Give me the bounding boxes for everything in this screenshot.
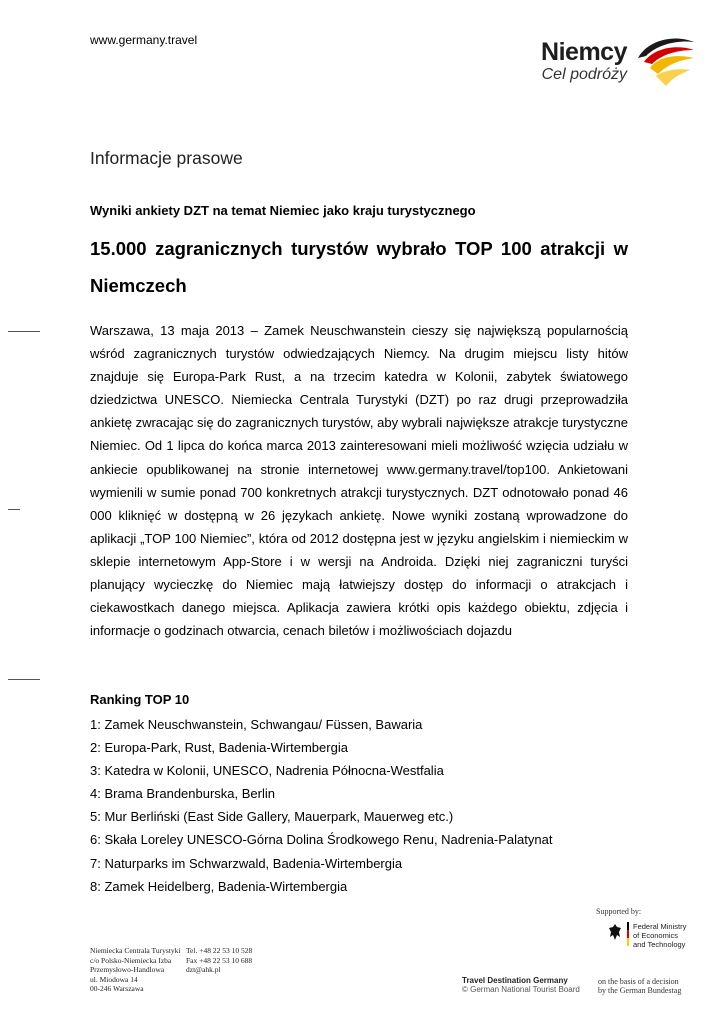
contact-email: dzt@ahk.pl (186, 965, 221, 974)
ministry-line: of Economics (633, 931, 679, 940)
contact-phone: Tel. +48 22 53 10 528 (186, 946, 253, 955)
ranking-list (90, 713, 552, 898)
ranking-item: 6: Skała Loreley UNESCO-Górna Dolina Środkowego Renu, Nadrenia-Palatynat (90, 832, 553, 848)
bundestag-note (598, 977, 681, 995)
website-url: www.germany.travel (90, 33, 198, 47)
tdg-title: Travel Destination Germany (462, 976, 568, 985)
ranking-title: Ranking TOP 10 (90, 692, 190, 707)
address-line: Przemysłowo-Handlowa (90, 965, 165, 974)
contact-fax: Fax +48 22 53 10 688 (186, 955, 253, 965)
logo-bird-icon (634, 32, 696, 90)
ministry-line: and Technology (633, 940, 686, 949)
ranking-item: 1: Zamek Neuschwanstein, Schwangau/ Füssen, Bawaria (90, 717, 423, 732)
bundestag-line: on the basis of a decision (598, 977, 679, 986)
address-line: 00-246 Warszawa (90, 984, 144, 993)
ranking-item: 2: Europa-Park, Rust, Badenia-Wirtembergia (90, 740, 348, 756)
logo-tagline: Cel podróży (541, 66, 627, 83)
flag-black (627, 922, 629, 930)
bundestag-line: by the German Bundestag (598, 986, 682, 995)
section-title: Informacje prasowe (90, 148, 243, 168)
ministry-line: Federal Ministry (633, 922, 687, 931)
footer-address (90, 946, 180, 994)
footer-contact (186, 946, 252, 975)
brand-logo (541, 38, 627, 84)
ranking-item: 8: Zamek Heidelberg, Badenia-Wirtembergia (90, 878, 348, 894)
ranking-item: 5: Mur Berliński (East Side Gallery, Mauerpark, Mauerweg etc.) (90, 809, 454, 825)
address-line: ul. Miodowa 14 (90, 974, 138, 984)
fold-mark (8, 509, 20, 510)
ministry-name (633, 922, 686, 949)
federal-eagle-icon (608, 923, 622, 941)
logo-name: Niemcy (541, 38, 627, 66)
ranking-item: 3: Katedra w Kolonii, UNESCO, Nadrenia Północna-Westfalia (90, 763, 444, 779)
headline: 15.000 zagranicznych turystów wybrało TOP 100 atrakcji w Niemczech (90, 238, 628, 296)
subtitle: Wyniki ankiety DZT na temat Niemiec jako kraju turystycznego (90, 203, 476, 218)
german-flag-stripe (627, 922, 629, 946)
fold-mark (8, 331, 40, 332)
tdg-subtitle: © German National Tourist Board (462, 985, 580, 994)
punch-mark (8, 679, 40, 680)
ranking-item: 7: Naturparks im Schwarzwald, Badenia-Wirtembergia (90, 855, 403, 871)
flag-gold (627, 938, 629, 946)
flag-red (627, 930, 629, 938)
ranking-item: 4: Brama Brandenburska, Berlin (90, 786, 275, 802)
address-line: Niemiecka Centrala Turystyki (90, 946, 181, 955)
supported-by-label: Supported by: (596, 907, 642, 916)
body-paragraph: Warszawa, 13 maja 2013 – Zamek Neuschwanstein cieszy się największą popularnością wśród zagranicznych turystów odwiedzających Niemcy. Na drugim miejscu listy hitów znajduje się Europa-Park Rust, a na trzecim katedra w Kolonii, zabytek światowego dziedzictwa UNESCO. Niemiecka Centrala Turystyki (DZT) po raz drugi przeprowadziła ankietę zwracając się do zagranicznych turystów, aby wybrali największe atrakcje turystyczne Niemiec. Od 1 lipca do końca marca 2013 zainteresowani mieli możliwość wzięcia udziału w ankiecie opublikowanej na stronie internetowej www.germany.travel/top100. Ankietowani wymienili w sumie ponad 700 konkretnych atrakcji turystycznych. DZT odnotowało ponad 46 000 kliknięć w dostępną w 26 językach ankietę. Nowe wyniki zostaną wprowadzone do aplikacji „TOP 100 Niemiec”, która od 2012 dostępna jest w języku angielskim i niemieckim w sklepie internetowym App-Store i w wersji na Androida. Dzięki niej zagraniczni turyści planujący wycieczkę do Niemiec mają łatwiejszy dostęp do informacji o atrakcjach i ciekawostkach danego miejsca. Aplikacja zawiera krótki opis każdego obiektu, zdjęcia i informacje o godzinach otwarcia, cenach biletów i możliwościach dojazdu (90, 323, 628, 639)
tdg-logo (462, 976, 580, 994)
address-line: c/o Polsko-Niemiecka Izba (90, 955, 172, 965)
